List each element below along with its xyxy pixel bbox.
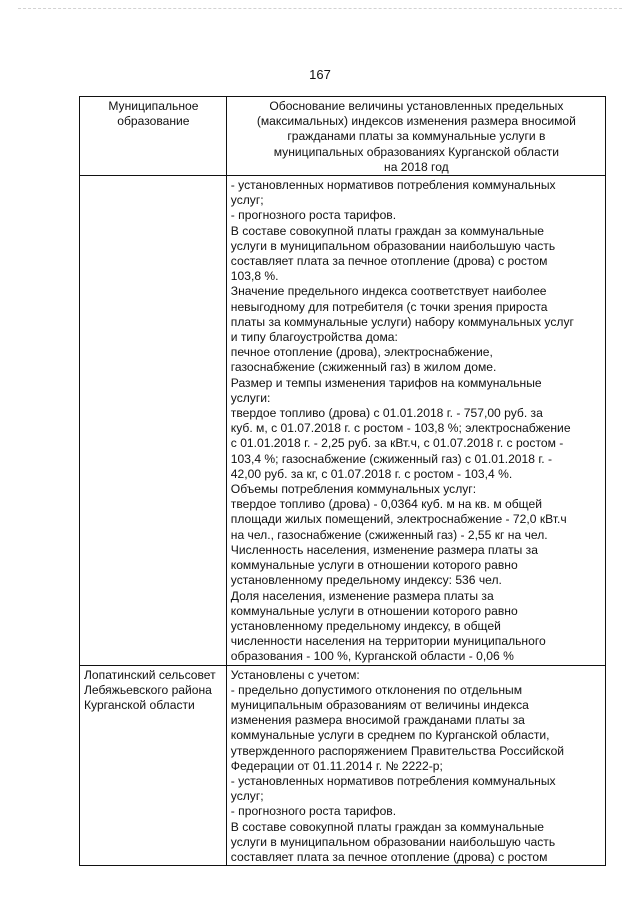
- header-municipality-cell: [80, 97, 227, 176]
- text-line: установленному предельному индексу, в общей: [230, 618, 501, 633]
- justification-table: [79, 96, 606, 866]
- text-line: газоснабжение (сжиженный газ) в жилом доме.: [230, 360, 497, 375]
- text-line: - установленных нормативов потребления коммунальных: [230, 773, 556, 788]
- text-line: куб. м, с 01.07.2018 г. с ростом - 103,8 %; электроснабжение: [230, 421, 571, 436]
- header-justification-line: муниципальных образованиях Курганской области: [273, 144, 560, 159]
- justification-cell: [226, 176, 605, 666]
- text-line: В составе совокупной платы граждан за коммунальные: [230, 223, 545, 238]
- text-line: услуги:: [230, 390, 271, 405]
- text-line: муниципальным образованиям от величины индекса: [230, 697, 529, 712]
- text-line: - прогнозного роста тарифов.: [230, 208, 397, 223]
- text-line: В составе совокупной платы граждан за коммунальные: [230, 819, 545, 834]
- text-line: изменения размера вносимой гражданами платы за: [230, 713, 525, 728]
- text-line: невыгодному для потребителя (с точки зрения прироста: [230, 299, 548, 314]
- text-line: и типу благоустройства дома:: [230, 330, 398, 345]
- text-line: Численность населения, изменение размера платы за: [230, 542, 538, 557]
- text-line: платы за коммунальные услуги) набору коммунальных услуг: [230, 314, 574, 329]
- text-line: составляет плата за печное отопление (дрова) с ростом: [230, 849, 548, 864]
- municipality-name-line: Лебяжьевского района: [84, 682, 212, 697]
- text-line: Установлены с учетом:: [230, 667, 360, 682]
- text-line: Объемы потребления коммунальных услуг:: [230, 482, 477, 497]
- header-municipality-line: Муниципальное: [108, 99, 199, 113]
- header-municipality-line: образование: [117, 114, 190, 129]
- table-row: [80, 176, 606, 666]
- municipality-name-line: Лопатинский сельсовет: [84, 667, 216, 682]
- text-line: Размер и темпы изменения тарифов на коммунальные: [230, 375, 542, 390]
- municipality-cell: [80, 665, 227, 866]
- municipality-cell: [80, 176, 227, 666]
- text-line: твердое топливо (дрова) - 0,0364 куб. м на кв. м общей: [230, 497, 542, 512]
- text-line: услуг;: [230, 789, 264, 804]
- text-line: коммунальные услуги в отношении которого равно: [230, 558, 518, 573]
- page-number: 167: [309, 67, 331, 82]
- justification-cell: [226, 665, 605, 866]
- text-line: 103,4 %; газоснабжение (сжиженный газ) с 01.01.2018 г. -: [230, 451, 553, 466]
- text-line: - прогнозного роста тарифов.: [230, 804, 397, 819]
- text-line: образования - 100 %, Курганской области - 0,06 %: [230, 649, 514, 664]
- text-line: - предельно допустимого отклонения по отдельным: [230, 682, 523, 697]
- header-justification-line: на 2018 год: [384, 159, 449, 174]
- header-justification-line: гражданами платы за коммунальные услуги в: [287, 129, 546, 144]
- text-line: установленному предельному индексу: 536 чел.: [230, 573, 502, 588]
- table-row: [80, 665, 606, 866]
- table-header-row: [80, 97, 606, 176]
- text-line: утвержденного распоряжением Правительства Российской: [230, 743, 565, 758]
- scan-artifact-top: [18, 8, 622, 13]
- text-line: коммунальные услуги в среднем по Курганской области,: [230, 728, 550, 743]
- header-justification-line: (максимальных) индексов изменения размера вносимой: [256, 114, 576, 129]
- text-line: составляет плата за печное отопление (дрова) с ростом: [230, 254, 548, 269]
- text-line: - установленных нормативов потребления коммунальных: [230, 178, 556, 193]
- text-line: площади жилых помещений, электроснабжение - 72,0 кВт.ч: [230, 512, 567, 527]
- municipality-name-line: Курганской области: [84, 697, 195, 712]
- text-line: на чел., газоснабжение (сжиженный газ) - 2,55 кг на чел.: [230, 527, 548, 542]
- text-line: с 01.01.2018 г. - 2,25 руб. за кВт.ч, с 01.07.2018 г. с ростом -: [230, 436, 564, 451]
- text-line: услуги в муниципальном образовании наибольшую часть: [230, 238, 556, 253]
- text-line: 42,00 руб. за кг, с 01.07.2018 г. с ростом - 103,4 %.: [230, 466, 513, 481]
- text-line: Доля населения, изменение размера платы за: [230, 588, 494, 603]
- text-line: Значение предельного индекса соответствует наиболее: [230, 284, 547, 299]
- text-line: твердое топливо (дрова) с 01.01.2018 г. - 757,00 руб. за: [230, 406, 543, 421]
- text-line: коммунальные услуги в отношении которого равно: [230, 603, 518, 618]
- header-justification-line: Обоснование величины установленных предельных: [269, 99, 564, 113]
- text-line: численности населения на территории муниципального: [230, 634, 546, 649]
- text-line: печное отопление (дрова), электроснабжение,: [230, 345, 493, 360]
- text-line: услуг;: [230, 193, 264, 208]
- header-justification-cell: [226, 97, 605, 176]
- text-line: Федерации от 01.11.2014 г. № 2222-р;: [230, 758, 443, 773]
- text-line: услуги в муниципальном образовании наибольшую часть: [230, 834, 556, 849]
- text-line: 103,8 %.: [230, 269, 279, 284]
